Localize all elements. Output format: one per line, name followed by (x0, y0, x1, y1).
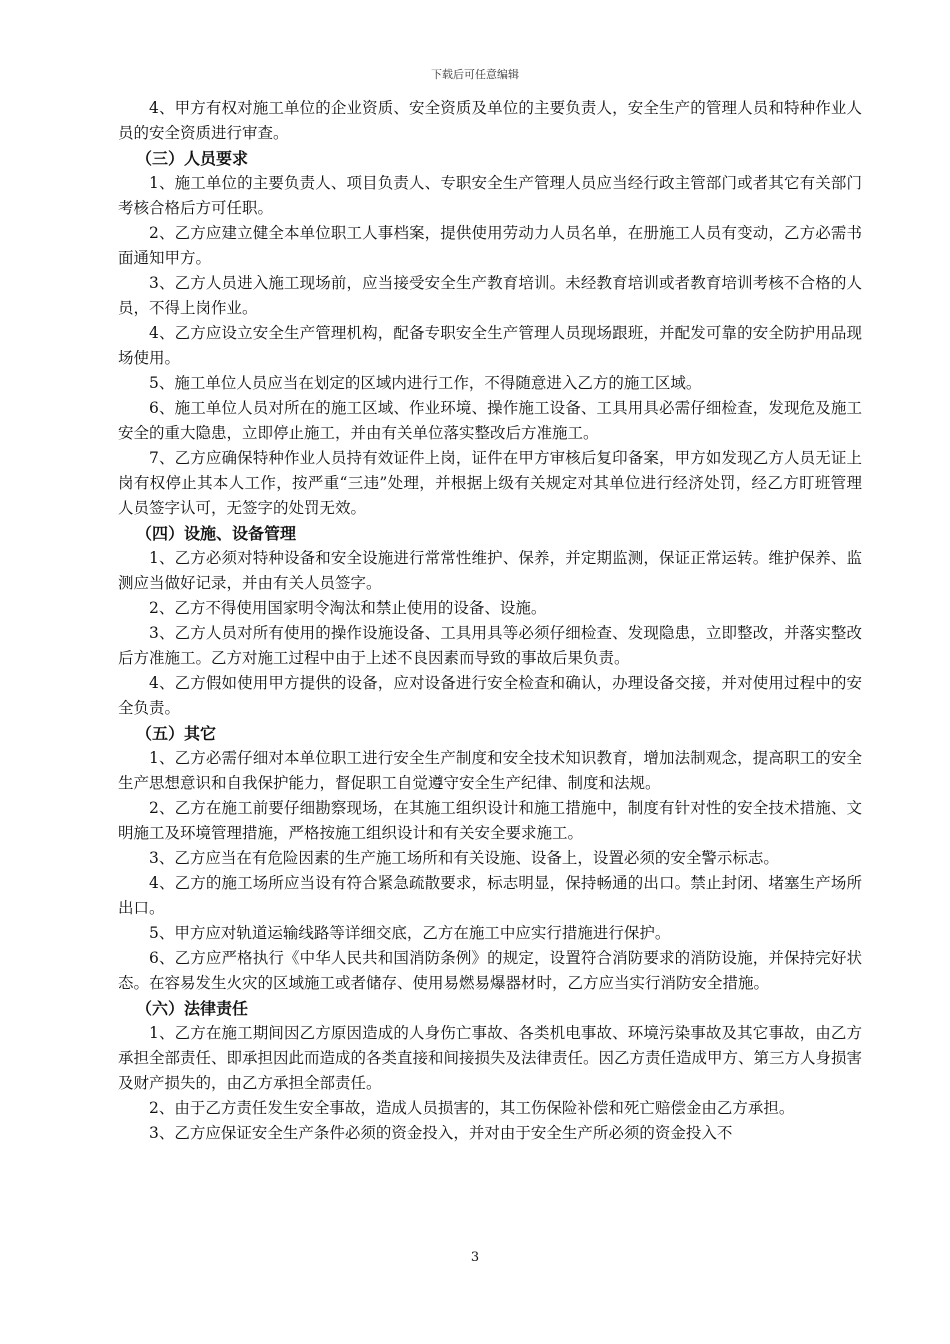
paragraph: 3、乙方人员对所有使用的操作设施设备、工具用具等必须仔细检查、发现隐患，立即整改，并落实整改后方准施工。乙方对施工过程中由于上述不良因素而导致的事故后果负责。 (118, 624, 862, 667)
page-header: 下载后可任意编辑 (431, 68, 519, 81)
section-heading: （五）其它 (136, 724, 217, 743)
paragraph: 3、乙方人员进入施工现场前，应当接受安全生产教育培训。未经教育培训或者教育培训考核不合格的人员，不得上岗作业。 (118, 274, 862, 317)
section-heading: （三）人员要求 (136, 149, 249, 168)
paragraph: 3、乙方应保证安全生产条件必须的资金投入，并对由于安全生产所必须的资金投入不 (149, 1124, 733, 1142)
paragraph: 1、乙方必须对特种设备和安全设施进行常常性维护、保养，并定期监测，保证正常运转。维护保养、监测应当做好记录，并由有关人员签字。 (118, 549, 862, 592)
paragraph: 1、乙方在施工期间因乙方原因造成的人身伤亡事故、各类机电事故、环境污染事故及其它事故，由乙方承担全部责任、即承担因此而造成的各类直接和间接损失及法律责任。因乙方责任造成甲方、第三方人身损害及财产损失的，由乙方承担全部责任。 (118, 1024, 863, 1092)
paragraph: 6、乙方应严格执行《中华人民共和国消防条例》的规定，设置符合消防要求的消防设施，并保持完好状态。在容易发生火灾的区域施工或者储存、使用易燃易爆器材时，乙方应当实行消防安全措施。 (118, 949, 862, 992)
paragraph: 5、甲方应对轨道运输线路等详细交底，乙方在施工中应实行措施进行保护。 (149, 924, 671, 942)
paragraph: 7、乙方应确保特种作业人员持有效证件上岗，证件在甲方审核后复印备案，甲方如发现乙方人员无证上岗有权停止其本人工作，按严重“三违”处理，并根据上级有关规定对其单位进行经济处罚，经乙方盯班管理人员签字认可，无签字的处罚无效。 (118, 449, 862, 517)
paragraph: 2、乙方应建立健全本单位职工人事档案，提供使用劳动力人员名单，在册施工人员有变动，乙方必需书面通知甲方。 (118, 224, 862, 267)
paragraph: 2、乙方不得使用国家明令淘汰和禁止使用的设备、设施。 (149, 599, 547, 617)
paragraph: 6、施工单位人员对所在的施工区域、作业环境、操作施工设备、工具用具必需仔细检查，发现危及施工安全的重大隐患，立即停止施工，并由有关单位落实整改后方准施工。 (118, 399, 862, 442)
paragraph: 3、乙方应当在有危险因素的生产施工场所和有关设施、设备上，设置必须的安全警示标志。 (149, 849, 779, 867)
section-heading: （六）法律责任 (136, 999, 249, 1018)
paragraph: 4、甲方有权对施工单位的企业资质、安全资质及单位的主要负责人，安全生产的管理人员和特种作业人员的安全资质进行审查。 (118, 99, 862, 142)
paragraph: 1、乙方必需仔细对本单位职工进行安全生产制度和安全技术知识教育，增加法制观念，提高职工的安全生产思想意识和自我保护能力，督促职工自觉遵守安全生产纪律、制度和法规。 (118, 749, 862, 792)
section-heading: （四）设施、设备管理 (136, 524, 297, 543)
paragraph: 5、施工单位人员应当在划定的区域内进行工作，不得随意进入乙方的施工区域。 (149, 374, 702, 392)
paragraph: 2、乙方在施工前要仔细勘察现场，在其施工组织设计和施工措施中，制度有针对性的安全技术措施、文明施工及环境管理措施，严格按施工组织设计和有关安全要求施工。 (118, 799, 862, 842)
paragraph: 4、乙方假如使用甲方提供的设备，应对设备进行安全检查和确认，办理设备交接，并对使用过程中的安全负责。 (118, 674, 862, 717)
paragraph: 1、施工单位的主要负责人、项目负责人、专职安全生产管理人员应当经行政主管部门或者其它有关部门考核合格后方可任职。 (118, 174, 862, 217)
paragraph: 4、乙方应设立安全生产管理机构，配备专职安全生产管理人员现场跟班，并配发可靠的安全防护用品现场使用。 (118, 324, 862, 367)
page-number: 3 (470, 1250, 480, 1265)
document-body (118, 96, 862, 1146)
paragraph: 2、由于乙方责任发生安全事故，造成人员损害的，其工伤保险补偿和死亡赔偿金由乙方承担。 (149, 1099, 795, 1117)
paragraph: 4、乙方的施工场所应当设有符合紧急疏散要求，标志明显，保持畅通的出口。禁止封闭、堵塞生产场所出口。 (118, 874, 862, 917)
